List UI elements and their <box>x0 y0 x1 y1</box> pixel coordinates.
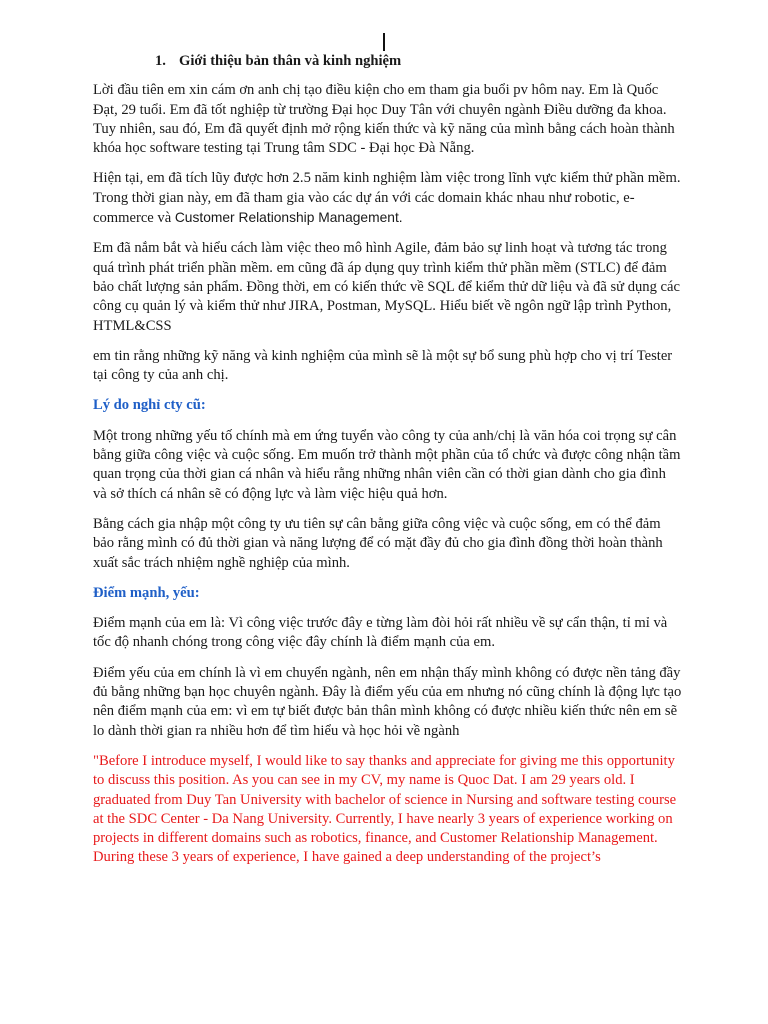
document-content[interactable] <box>93 52 683 868</box>
intro-paragraph-1: Lời đầu tiên em xin cám ơn anh chị tạo điều kiện cho em tham gia buổi pv hôm nay. Em là Quốc Đạt, 29 tuổi. Em đã tốt nghiệp từ trường Đại học Duy Tân với chuyên ngành Điều dưỡng đa khoa. Tuy nhiên, sau đó, Em đã quyết định mở rộng kiến thức và kỹ năng của mình bằng cách hoàn thành khóa học software testing tại Trung tâm SDC - Đại học Đà Nẵng. <box>93 82 675 157</box>
intro-paragraph-2-text: Hiện tại, em đã tích lũy được hơn 2.5 năm kinh nghiệm làm việc trong lĩnh vực kiểm thử phần mềm. Trong thời gian này, em đã tham gia vào các dự án với các domain khác nhau như robotic, e-commerce và <box>93 170 681 227</box>
section-heading-intro <box>93 52 683 71</box>
heading-title: Giới thiệu bản thân và kinh nghiệm <box>179 53 402 69</box>
intro-paragraph-2 <box>93 169 683 228</box>
strength-paragraph-1: Điểm mạnh của em là: Vì công việc trước đây e từng làm đòi hỏi rất nhiều về sự cẩn thận, tỉ mỉ và tốc độ nhanh chóng trong công việc đây chính là điểm mạnh của em. <box>93 615 668 651</box>
english-paragraph-1: "Before I introduce myself, I would like to say thanks and appreciate for giving me this opportunity to discuss this position. As you can see in my CV, my name is Quoc Dat. I am 29 years old. I graduated from Duy Tan University with bachelor of science in Nursing and software testing course at the SDC Center - Da Nang University. Currently, I have nearly 3 years of experience working on projects in different domains such as robotics, finance, and Customer Relationship Management. <box>93 752 677 847</box>
strength-paragraph-2: Điểm yếu của em chính là vì em chuyển ngành, nên em nhận thấy mình không có được nền tảng đầy đủ bằng những bạn học chuyên ngành. Đây là điểm yếu của em nhưng nó cũng chính là động lực tạo nên điểm mạnh của em: vì em tự biết được bản thân mình không có được nhiều kiến thức nên em sẽ lo dành thời gian ra nhiều hơn để tìm hiểu và học hỏi về ngành <box>93 664 682 739</box>
reason-paragraph-1: Một trong những yếu tố chính mà em ứng tuyển vào công ty của anh/chị là văn hóa coi trọng sự cân bằng giữa công việc và cuộc sống. Em muốn trở thành một phần của tổ chức và được công nhận tầm quan trọng của thời gian cá nhân và hiểu rằng những nhân viên cần có thời gian dành cho gia đình và sở thích cá nhân sẽ có động lực và làm việc hiệu quả hơn. <box>93 427 681 502</box>
text-cursor <box>383 33 385 51</box>
heading-number: 1. <box>155 53 166 69</box>
english-paragraph-2: During these 3 years of experience, I have gained a deep understanding of the project’s <box>93 849 601 866</box>
section-heading-reason: Lý do nghỉ cty cũ: <box>93 397 206 414</box>
section-heading-strengths: Điểm mạnh, yếu: <box>93 584 200 601</box>
intro-paragraph-4: em tin rằng những kỹ năng và kinh nghiệm của mình sẽ là một sự bổ sung phù hợp cho vị trí Tester tại công ty của anh chị. <box>93 347 673 384</box>
intro-paragraph-3: Em đã nắm bắt và hiểu cách làm việc theo mô hình Agile, đảm bảo sự linh hoạt và tương tác trong quá trình phát triển phần mềm. em cũng đã áp dụng quy trình kiểm thử phần mềm (STLC) để đảm bảo chất lượng sản phẩm. Đồng thời, em có kiến thức về SQL để kiểm thử dữ liệu và đã sử dụng các công cụ quản lý và kiểm thử như JIRA, Postman, MySQL. Hiểu biết về ngôn ngữ lập trình Python, HTML&CSS <box>93 240 680 334</box>
reason-paragraph-2: Bằng cách gia nhập một công ty ưu tiên sự cân bằng giữa công việc và cuộc sống, em có thể đảm bảo rằng mình có đủ thời gian và năng lượng để có mặt đầy đủ cho gia đình đồng thời hoàn thành xuất sắc trách nhiệm nghề nghiệp của mình. <box>93 515 663 571</box>
crm-text: Customer Relationship Management. <box>174 210 403 226</box>
